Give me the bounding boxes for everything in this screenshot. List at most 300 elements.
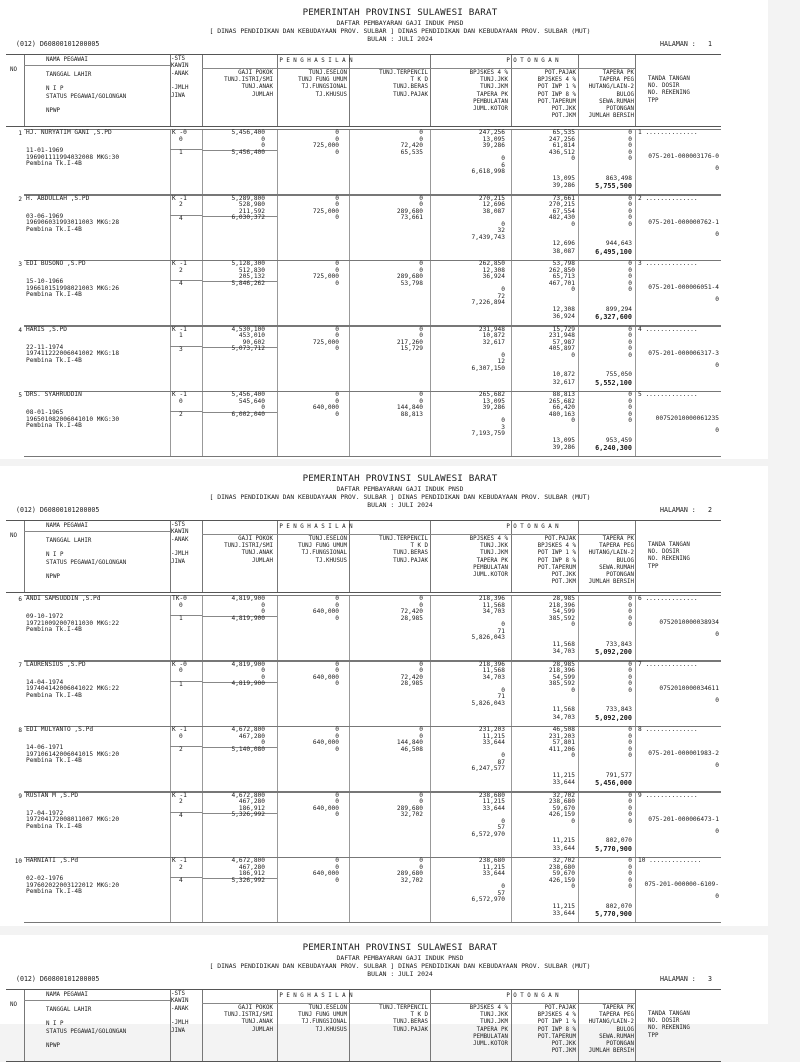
signature-line: 5 .............. (638, 391, 698, 398)
bank-account: 075-201-000000762-1 (648, 218, 719, 226)
bank-account: 00752010000061235 (655, 415, 719, 422)
potongan-value-0: 73,661 (552, 194, 575, 202)
potongan-value-2: 61,814 (552, 142, 575, 149)
tapera-value-4: 0 (628, 686, 632, 694)
tpp-value: 0 (715, 631, 719, 638)
column-c4-2: TUNJ.JKM (480, 550, 508, 557)
column-sts-2: -ANAK (171, 70, 189, 77)
column-ttd-2: NO. REKENING (648, 556, 690, 563)
terpencil-value-3: 0 (419, 135, 423, 143)
gaji-value-0: 5,456,400 (231, 391, 265, 398)
net-pay: 5,456,000 (595, 779, 632, 787)
bpjs-value-3: 0 (501, 752, 505, 759)
potongan-value-3: 467,701 (548, 279, 575, 287)
column-c5-4: POT.TAPERUM (537, 564, 576, 571)
signature-line: 6 .............. (638, 595, 698, 602)
column-c1-2: TUNJ.ANAK (241, 1019, 273, 1026)
row-number: 2 (18, 195, 22, 203)
terpencil-value-1: 289,680 (396, 804, 423, 812)
table-row (18, 726, 721, 792)
tpp-value: 0 (715, 893, 719, 900)
penghasilan-title: P E N G H A S I L A N (279, 58, 353, 64)
bpjs-value-3: 0 (501, 817, 505, 825)
column-header (6, 989, 721, 1062)
tapera-value-5: 733,843 (605, 706, 632, 713)
bpjs-value-2: 32,617 (482, 338, 505, 346)
family-count: 1 (179, 615, 183, 622)
tapera-value-2: 0 (628, 608, 632, 615)
table-row (18, 595, 721, 661)
column-c3-1: T K D (410, 77, 428, 84)
bpjs-value-3: 0 (501, 883, 505, 890)
column-ttd-1: NO. DOSIR (648, 83, 680, 90)
tunjangan-value-2: 0 (335, 798, 339, 805)
tapera-value-4: 0 (628, 417, 632, 424)
column-c5-0: POT.PAJAK (544, 70, 576, 76)
column-c4-0: BPJSKES 4 % (469, 1005, 508, 1011)
column-c5-1: BPJSKES 4 % (537, 77, 576, 84)
tunjangan-value-1: 725,000 (312, 338, 339, 346)
column-pegawai-0: NAMA PEGAWAI (46, 57, 88, 63)
net-pay: 6,327,600 (595, 313, 632, 321)
column-c1-0: GAJI POKOK (238, 70, 273, 76)
gaji-value-0: 4,530,100 (231, 325, 265, 333)
potongan-value-1: 218,396 (548, 601, 575, 609)
column-pegawai-7: NPWP (46, 108, 60, 115)
tapera-value-3: 0 (628, 876, 632, 884)
potongan-value-3: 426,159 (548, 876, 575, 884)
potongan-value-6: 34,703 (552, 713, 575, 721)
tapera-value-0: 0 (628, 194, 632, 202)
terpencil-value-2: 32,702 (400, 876, 423, 884)
bpjs-value-4: 32 (497, 227, 505, 234)
row-number: 7 (18, 661, 22, 669)
report-subtitle: DAFTAR PEMBAYARAN GAJI INDUK PNSD (336, 19, 464, 27)
employee-grade: Pembina Tk.I-4B (26, 356, 82, 364)
tpp-value: 0 (715, 696, 719, 704)
tapera-value-3: 0 (628, 410, 632, 418)
employee-name: DRS. SYAHRUDDIN (26, 391, 82, 398)
report-subtitle: DAFTAR PEMBAYARAN GAJI INDUK PNSD (336, 954, 464, 962)
office-code: (012) D60800101200005 (16, 975, 100, 983)
tapera-value-5: 944,643 (605, 240, 632, 247)
potongan-value-4: 0 (571, 220, 575, 228)
tapera-value-2: 0 (628, 404, 632, 411)
page-number: 1 (708, 40, 712, 48)
tapera-value-2: 0 (628, 673, 632, 681)
column-c4-3: TAPERA PK (476, 557, 508, 564)
potongan-value-1: 218,396 (548, 667, 575, 674)
gaji-value-3: 6,030,372 (231, 214, 265, 221)
potongan-value-4: 0 (571, 686, 575, 694)
status-code: K -1 (172, 726, 187, 733)
potongan-value-0: 32,702 (552, 791, 575, 799)
employee-name: ANDI SAMSUDDIN ,S.Pd (26, 595, 101, 602)
tapera-value-4: 0 (628, 220, 632, 228)
employee-nip: 196906031993011003 MKG:28 (26, 219, 120, 226)
row-number: 1 (18, 130, 22, 137)
column-c4-1: TUNJ.JKK (480, 1012, 508, 1019)
terpencil-value-3: 0 (419, 397, 423, 405)
bpjs-value-1: 13,095 (482, 397, 505, 405)
column-c1-2: TUNJ.ANAK (241, 84, 273, 91)
row-number: 3 (18, 261, 22, 268)
tapera-value-5: 802,070 (605, 902, 632, 910)
terpencil-value-2: 28,985 (400, 614, 423, 622)
terpencil-value-1: 144,840 (396, 404, 423, 411)
potongan-value-5: 12,696 (552, 240, 575, 247)
potongan-value-5: 11,568 (552, 640, 575, 648)
bpjs-value-0: 265,682 (478, 391, 505, 398)
terpencil-value-1: 217,260 (396, 338, 423, 346)
bank-account: 075-201-000006051-4 (648, 284, 719, 291)
column-c1-3: JUMLAH (252, 91, 273, 98)
employee-nip: 196501082006041010 MKG:30 (26, 415, 120, 423)
column-c2-3: TJ.KHUSUS (315, 557, 347, 564)
bpjs-value-3: 0 (501, 351, 505, 359)
terpencil-value-3: 0 (419, 266, 423, 274)
bank-account: 075-201-000001983-2 (648, 750, 719, 757)
column-c5-3: POT IWP 8 % (537, 557, 576, 564)
potongan-value-3: 385,592 (548, 680, 575, 687)
tunjangan-value-2: 0 (335, 601, 339, 609)
column-c3-1: T K D (410, 1012, 428, 1019)
bpjs-value-0: 218,396 (478, 595, 505, 602)
column-c2-3: TJ.KHUSUS (315, 91, 347, 98)
terpencil-value-2: 73,661 (400, 214, 423, 221)
column-ttd-0: TANDA TANGAN (648, 76, 690, 82)
potongan-value-2: 59,670 (552, 870, 575, 877)
report-subtitle: DAFTAR PEMBAYARAN GAJI INDUK PNSD (336, 485, 464, 493)
bpjs-value-1: 12,696 (482, 201, 505, 208)
signature-line: 2 .............. (638, 194, 698, 202)
gaji-value-2: 211,592 (238, 207, 265, 215)
bpjs-value-3: 0 (501, 417, 505, 424)
potongan-value-6: 34,703 (552, 648, 575, 655)
potongan-value-6: 39,286 (552, 182, 575, 189)
column-c6-3: BULOG (616, 1026, 634, 1033)
potongan-value-1: 231,948 (548, 332, 575, 339)
signature-line: 4 .............. (638, 325, 698, 333)
tunjangan-value-2: 0 (335, 135, 339, 143)
potongan-value-4: 0 (571, 883, 575, 890)
bpjs-value-5: 6,572,970 (471, 896, 505, 903)
column-c5-3: POT IWP 8 % (537, 1026, 576, 1033)
gaji-value-2: 0 (261, 739, 265, 746)
column-c2-1: TUNJ FUNG UMUM (298, 543, 347, 550)
column-c6-5: POTONGAN (606, 1041, 634, 1047)
column-c5-3: POT IWP 8 % (537, 91, 576, 98)
tapera-value-3: 0 (628, 811, 632, 818)
row-number: 8 (18, 727, 22, 734)
tapera-value-1: 0 (628, 601, 632, 609)
employee-nip: 197210092007011030 MKG:22 (26, 619, 120, 627)
tunjangan-value-2: 0 (335, 201, 339, 208)
tapera-value-0: 0 (628, 660, 632, 668)
tapera-value-4: 0 (628, 883, 632, 890)
tapera-value-1: 0 (628, 798, 632, 805)
table-row (18, 325, 721, 392)
employee-nip: 196610151998021003 MKG:26 (26, 284, 120, 292)
terpencil-value-1: 72,420 (400, 608, 423, 615)
bpjs-value-3: 0 (501, 220, 505, 228)
employee-grade: Pembina Tk.I-4B (26, 691, 82, 699)
column-c4-3: TAPERA PK (476, 91, 508, 98)
status-code: K -1 (172, 391, 187, 398)
gaji-value-3: 4,819,900 (231, 680, 265, 687)
potongan-value-5: 11,568 (552, 706, 575, 713)
column-c1-2: TUNJ.ANAK (241, 550, 273, 557)
column-ttd-2: NO. REKENING (648, 90, 690, 97)
potongan-value-1: 231,203 (548, 732, 575, 740)
department-line: [ DINAS PENDIDIKAN DAN KEBUDAYAAN PROV. SULBAR ] DINAS PENDIDIKAN DAN KEBUDAYAAN PROV. SULBAR (MUT) (209, 493, 591, 501)
tpp-value: 0 (715, 827, 719, 835)
birth-date: 14-06-1971 (26, 744, 64, 751)
column-c5-6: POT.JKM (551, 579, 576, 586)
gaji-value-2: 0 (261, 142, 265, 149)
tapera-value-3: 0 (628, 214, 632, 221)
tunjangan-value-1: 725,000 (312, 142, 339, 149)
potongan-value-4: 0 (571, 417, 575, 424)
birth-date: 15-10-1966 (26, 278, 64, 285)
tunjangan-value-2: 0 (335, 732, 339, 740)
office-code: (012) D60800101200005 (16, 40, 100, 48)
column-sts-2: -ANAK (171, 1005, 189, 1012)
column-c4-4: PEMBULATAN (473, 98, 508, 105)
column-pegawai-5: STATUS PEGAWAI/GOLONGAN (46, 559, 127, 566)
gaji-value-3: 5,456,400 (231, 148, 265, 156)
terpencil-value-2: 28,985 (400, 680, 423, 687)
column-c1-3: JUMLAH (252, 1026, 273, 1033)
potongan-value-0: 46,508 (552, 726, 575, 733)
column-c6-3: BULOG (616, 557, 634, 564)
column-c6-5: POTONGAN (606, 106, 634, 112)
tapera-value-0: 0 (628, 325, 632, 333)
family-count: 4 (179, 877, 183, 884)
birth-date: 09-10-1972 (26, 613, 64, 620)
employee-name: HARNIATI ,S.Pd (26, 857, 79, 864)
terpencil-value-3: 0 (419, 732, 423, 740)
potongan-value-0: 32,702 (552, 857, 575, 864)
terpencil-value-3: 0 (419, 332, 423, 339)
tunjangan-value-0: 0 (335, 129, 339, 136)
column-pegawai-4: N I P (46, 552, 64, 559)
column-pegawai-0: NAMA PEGAWAI (46, 523, 88, 529)
net-pay: 5,770,900 (595, 844, 632, 853)
column-c3-2: TUNJ.BERAS (393, 84, 428, 91)
birth-date: 08-01-1965 (26, 409, 64, 416)
column-c3-2: TUNJ.BERAS (393, 550, 428, 557)
gaji-value-2: 205,132 (238, 273, 265, 280)
column-pegawai-4: N I P (46, 86, 64, 93)
bpjs-value-5: 7,439,743 (471, 233, 505, 241)
tapera-value-5: 791,577 (605, 771, 632, 779)
bpjs-value-5: 6,307,150 (471, 364, 505, 372)
terpencil-value-2: 15,729 (400, 345, 423, 352)
tapera-value-3: 0 (628, 279, 632, 287)
column-c5-4: POT.TAPERUM (537, 98, 576, 105)
tapera-value-0: 0 (628, 595, 632, 602)
employee-grade: Pembina Tk.I-4B (26, 422, 82, 429)
bpjs-value-1: 11,568 (482, 601, 505, 609)
table-row (14, 857, 721, 923)
tunjangan-value-0: 0 (335, 260, 339, 267)
bpjs-value-2: 33,644 (482, 804, 505, 812)
column-c6-1: TAPERA PEG (599, 77, 634, 84)
tapera-value-1: 0 (628, 135, 632, 143)
potongan-value-5: 11,215 (552, 837, 575, 844)
bpjs-value-5: 6,618,998 (471, 168, 505, 175)
column-c6-6: JUMLAH BERSIH (588, 579, 634, 586)
potongan-value-2: 59,670 (552, 804, 575, 812)
family-count: 1 (179, 680, 183, 688)
bpjs-value-5: 7,226,894 (471, 299, 505, 306)
column-ttd-3: TPP (648, 1032, 659, 1039)
potongan-value-0: 88,813 (552, 391, 575, 398)
column-sts-0: -STS (171, 522, 185, 528)
bpjs-value-1: 11,215 (482, 732, 505, 740)
column-c5-5: POT.JKK (551, 106, 576, 112)
potongan-value-4: 0 (571, 817, 575, 825)
column-c6-6: JUMLAH BERSIH (588, 1048, 634, 1055)
bpjs-value-1: 11,568 (482, 667, 505, 674)
column-c1-3: JUMLAH (252, 557, 273, 564)
potongan-value-1: 247,256 (548, 135, 575, 143)
potongan-value-4: 0 (571, 155, 575, 162)
terpencil-value-3: 0 (419, 667, 423, 674)
bank-account: 0752010000038934 (659, 619, 719, 626)
tapera-value-4: 0 (628, 817, 632, 825)
bpjs-value-3: 0 (501, 686, 505, 694)
gaji-value-1: 545,640 (238, 397, 265, 405)
net-pay: 5,092,200 (595, 713, 632, 722)
potongan-value-6: 36,924 (552, 313, 575, 320)
family-count: 2 (179, 746, 183, 753)
column-c6-0: TAPERA PK (602, 70, 634, 76)
status-code: K -1 (172, 857, 187, 864)
signature-line: 10 .............. (638, 857, 702, 864)
potongan-value-6: 33,644 (552, 844, 575, 852)
column-c4-5: JUML.KOTOR (473, 1041, 508, 1047)
terpencil-value-1: 289,680 (396, 207, 423, 215)
children-count: 2 (179, 863, 183, 871)
tapera-value-0: 0 (628, 260, 632, 267)
column-c6-4: SEWA.RUMAH (599, 98, 634, 105)
column-c5-2: POT IWP 1 % (537, 1019, 576, 1026)
employee-grade: Pembina Tk.I-4B (26, 160, 82, 167)
status-code: K -1 (172, 260, 187, 267)
bpjs-value-2: 38,087 (482, 207, 505, 215)
potongan-value-5: 11,215 (552, 902, 575, 910)
terpencil-value-1: 144,840 (396, 739, 423, 746)
terpencil-value-1: 72,420 (400, 142, 423, 149)
page-3 (0, 935, 768, 1055)
tapera-value-0: 0 (628, 129, 632, 136)
children-count: 0 (179, 601, 183, 609)
column-c1-0: GAJI POKOK (238, 536, 273, 542)
employee-grade: Pembina Tk.I-4B (26, 888, 82, 895)
bpjs-value-1: 10,872 (482, 332, 505, 339)
employee-name: H. ABDULLAH ,S.PD (26, 194, 90, 202)
tpp-value: 0 (715, 762, 719, 769)
tapera-value-4: 0 (628, 286, 632, 293)
column-ttd-1: NO. DOSIR (648, 1018, 680, 1025)
employee-nip: 197411222006041002 MKG:18 (26, 350, 120, 357)
tunjangan-value-0: 0 (335, 595, 339, 602)
bank-account: 0752010000034611 (659, 684, 719, 692)
potongan-value-2: 54,599 (552, 673, 575, 681)
tunjangan-value-3: 0 (335, 214, 339, 221)
column-c6-4: SEWA.RUMAH (599, 564, 634, 571)
potongan-value-1: 270,215 (548, 201, 575, 208)
tapera-value-0: 0 (628, 857, 632, 864)
potongan-value-1: 238,680 (548, 863, 575, 871)
tunjangan-value-1: 640,000 (312, 870, 339, 877)
column-ttd-3: TPP (648, 97, 659, 104)
column-c1-1: TUNJ.ISTRI/SMI (224, 543, 273, 550)
penghasilan-title: P E N G H A S I L A N (279, 993, 353, 999)
potongan-title: P O T O N G A N (506, 524, 559, 530)
column-ttd-0: TANDA TANGAN (648, 1011, 690, 1017)
tpp-value: 0 (715, 361, 719, 369)
terpencil-value-0: 0 (419, 391, 423, 398)
column-c5-0: POT.PAJAK (544, 1005, 576, 1011)
gaji-value-0: 5,128,300 (231, 260, 265, 267)
bpjs-value-1: 11,215 (482, 798, 505, 805)
children-count: 0 (179, 397, 183, 405)
bpjs-value-3: 0 (501, 286, 505, 293)
family-count: 3 (179, 345, 183, 353)
tapera-value-3: 0 (628, 680, 632, 687)
column-c4-2: TUNJ.JKM (480, 1019, 508, 1026)
tapera-value-5: 755,050 (605, 371, 632, 378)
report-title: PEMERINTAH PROVINSI SULAWESI BARAT (302, 473, 498, 484)
column-sts-5: JIWA (171, 558, 185, 565)
column-c2-2: TJ.FUNGSIONAL (301, 550, 347, 557)
net-pay: 5,755,500 (595, 182, 632, 190)
column-c6-2: HUTANG/LAIN-2 (588, 1019, 634, 1026)
column-c1-1: TUNJ.ISTRI/SMI (224, 1012, 273, 1019)
tunjangan-value-1: 640,000 (312, 404, 339, 411)
gaji-value-1: 467,280 (238, 863, 265, 871)
children-count: 1 (179, 332, 183, 339)
column-c6-2: HUTANG/LAIN-2 (588, 550, 634, 557)
potongan-value-5: 11,215 (552, 771, 575, 779)
bank-account: 075-201-000006317-3 (648, 349, 719, 357)
bpjs-value-4: 87 (497, 758, 505, 766)
terpencil-value-2: 32,702 (400, 811, 423, 818)
column-pegawai-7: NPWP (46, 574, 60, 581)
tunjangan-value-0: 0 (335, 325, 339, 333)
report-title: PEMERINTAH PROVINSI SULAWESI BARAT (302, 7, 498, 18)
signature-line: 8 .............. (638, 726, 698, 733)
potongan-value-4: 0 (571, 752, 575, 759)
gaji-value-2: 186,912 (238, 804, 265, 812)
bpjs-value-3: 0 (501, 155, 505, 162)
potongan-value-6: 39,286 (552, 444, 575, 451)
tunjangan-value-2: 0 (335, 266, 339, 274)
column-c4-0: BPJSKES 4 % (469, 536, 508, 542)
employee-grade: Pembina Tk.I-4B (26, 225, 82, 233)
bpjs-value-2: 33,644 (482, 739, 505, 746)
net-pay: 5,092,200 (595, 648, 632, 656)
column-c3-2: TUNJ.BERAS (393, 1019, 428, 1026)
column-c2-0: TUNJ.ESELON (308, 70, 347, 76)
tunjangan-value-3: 0 (335, 345, 339, 352)
gaji-value-1: 453,010 (238, 332, 265, 339)
bpjs-value-2: 34,703 (482, 673, 505, 681)
table-row (18, 660, 721, 727)
